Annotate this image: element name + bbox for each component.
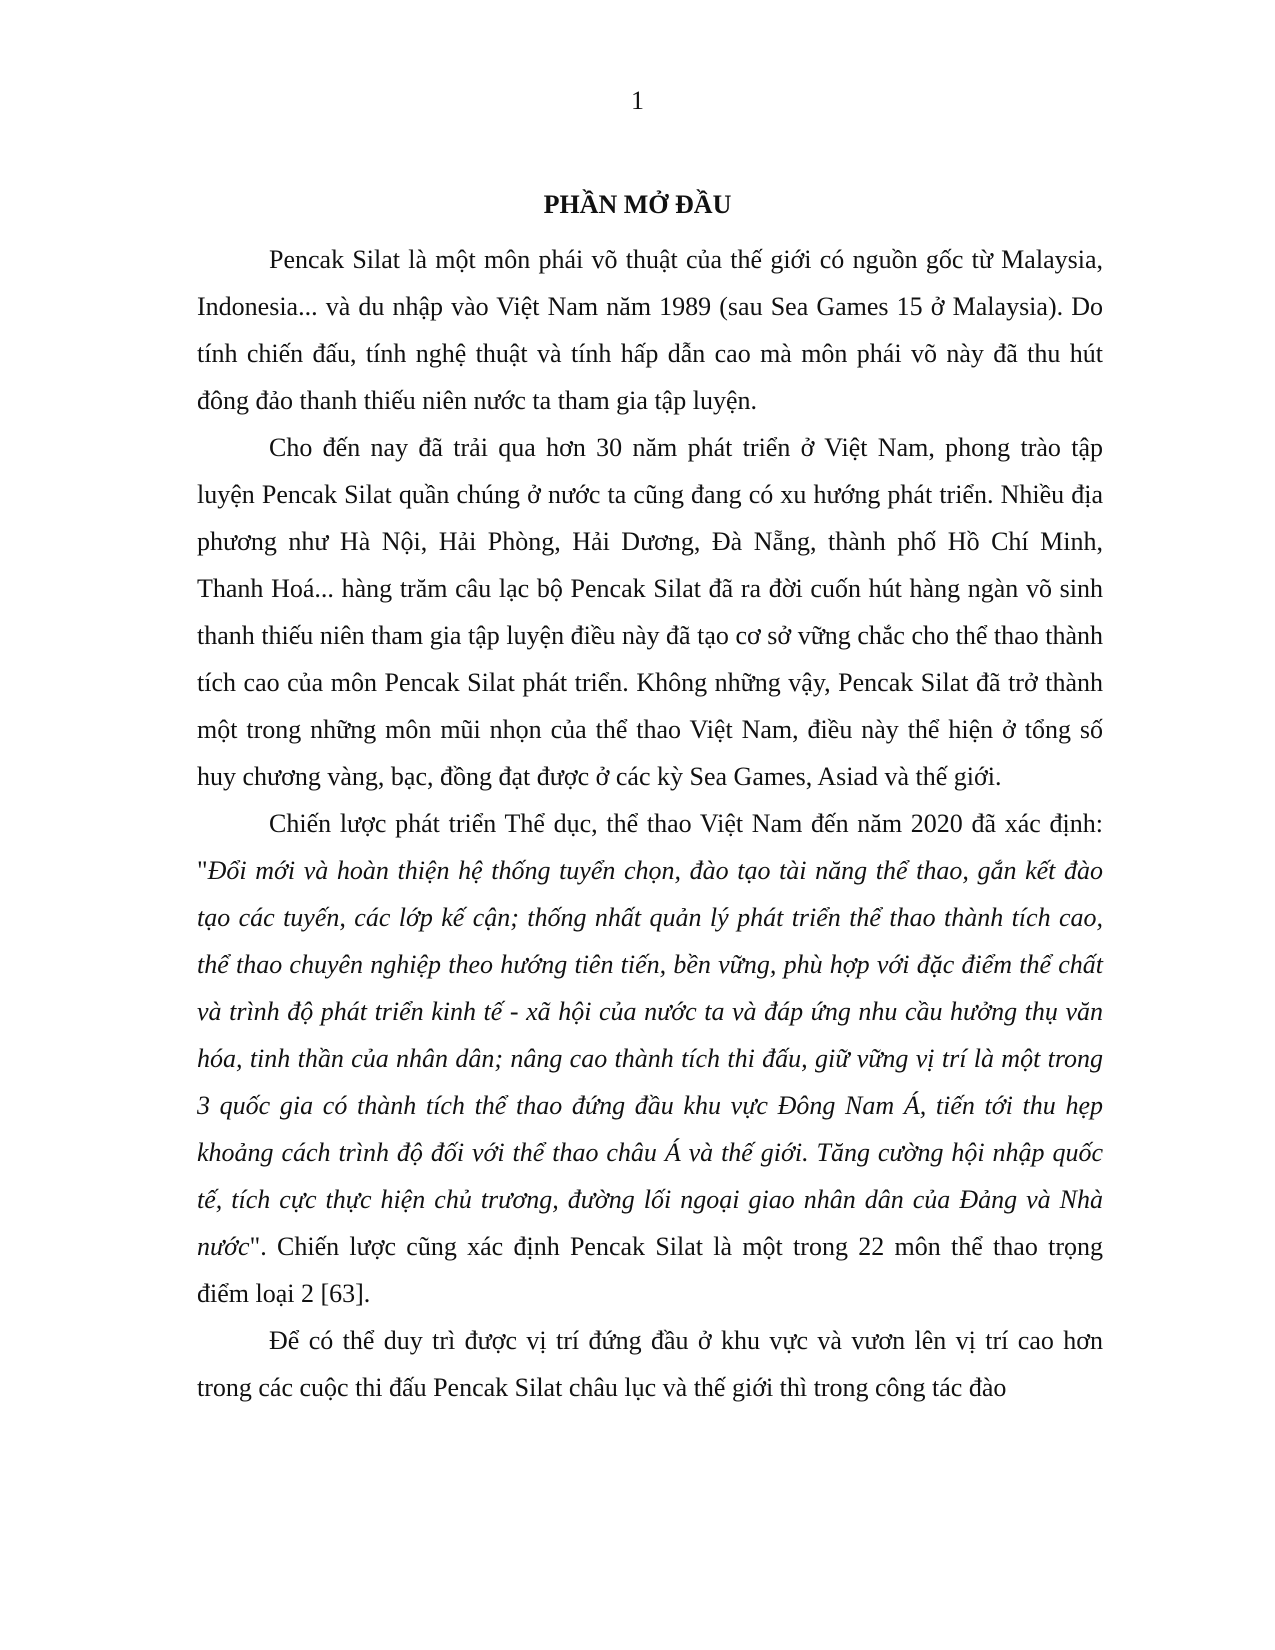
paragraph-strategy	[197, 800, 1103, 1317]
page-title: PHẦN MỞ ĐẦU	[543, 190, 732, 219]
strategy-tail-text: ". Chiến lược cũng xác định Pencak Silat là một trong 22 môn thể thao trọng điểm loại 2 [63].	[197, 1232, 1103, 1308]
paragraph-continuation: Để có thể duy trì được vị trí đứng đầu ở khu vực và vươn lên vị trí cao hơn trong các cuộc thi đấu Pencak Silat châu lục và thế giới thì trong công tác đào	[197, 1326, 1103, 1402]
paragraph-development: Cho đến nay đã trải qua hơn 30 năm phát triển ở Việt Nam, phong trào tập luyện Pencak Silat quần chúng ở nước ta cũng đang có xu hướng phát triển. Nhiều địa phương như Hà Nội, Hải Phòng, Hải Dương, Đà Nẵng, thành phố Hồ Chí Minh, Thanh Hoá... hàng trăm câu lạc bộ Pencak Silat đã ra đời cuốn hút hàng ngàn võ sinh thanh thiếu niên tham gia tập luyện điều này đã tạo cơ sở vững chắc cho thể thao thành tích cao của môn Pencak Silat phát triển. Không những vậy, Pencak Silat đã trở thành một trong những môn mũi nhọn của thể thao Việt Nam, điều này thể hiện ở tổng số huy chương vàng, bạc, đồng đạt được ở các kỳ Sea Games, Asiad và thế giới.	[197, 433, 1103, 791]
paragraph-intro: Pencak Silat là một môn phái võ thuật của thế giới có nguồn gốc từ Malaysia, Indonesia... và du nhập vào Việt Nam năm 1989 (sau Sea Games 15 ở Malaysia). Do tính chiến đấu, tính nghệ thuật và tính hấp dẫn cao mà môn phái võ này đã thu hút đông đảo thanh thiếu niên nước ta tham gia tập luyện.	[197, 245, 1103, 415]
strategy-lead-text: Chiến lược phát triển Thể dục, thể thao Việt Nam đến năm 2020 đã xác định: "	[197, 809, 1103, 885]
page-number: 1	[631, 86, 644, 115]
document-body	[197, 236, 1103, 1411]
strategy-quote: Đổi mới và hoàn thiện hệ thống tuyển chọn, đào tạo tài năng thể thao, gắn kết đào tạo các tuyến, các lớp kế cận; thống nhất quản lý phát triển thể thao thành tích cao, thể thao chuyên nghiệp theo hướng tiên tiến, bền vững, phù hợp với đặc điểm thể chất và trình độ phát triển kinh tế - xã hội của nước ta và đáp ứng nhu cầu hưởng thụ văn hóa, tinh thần của nhân dân; nâng cao thành tích thi đấu, giữ vững vị trí là một trong 3 quốc gia có thành tích thể thao đứng đầu khu vực Đông Nam Á, tiến tới thu hẹp khoảng cách trình độ đối với thể thao châu Á và thế giới. Tăng cường hội nhập quốc tế, tích cực thực hiện chủ trương, đường lối ngoại giao nhân dân của Đảng và Nhà nước	[197, 856, 1103, 1261]
